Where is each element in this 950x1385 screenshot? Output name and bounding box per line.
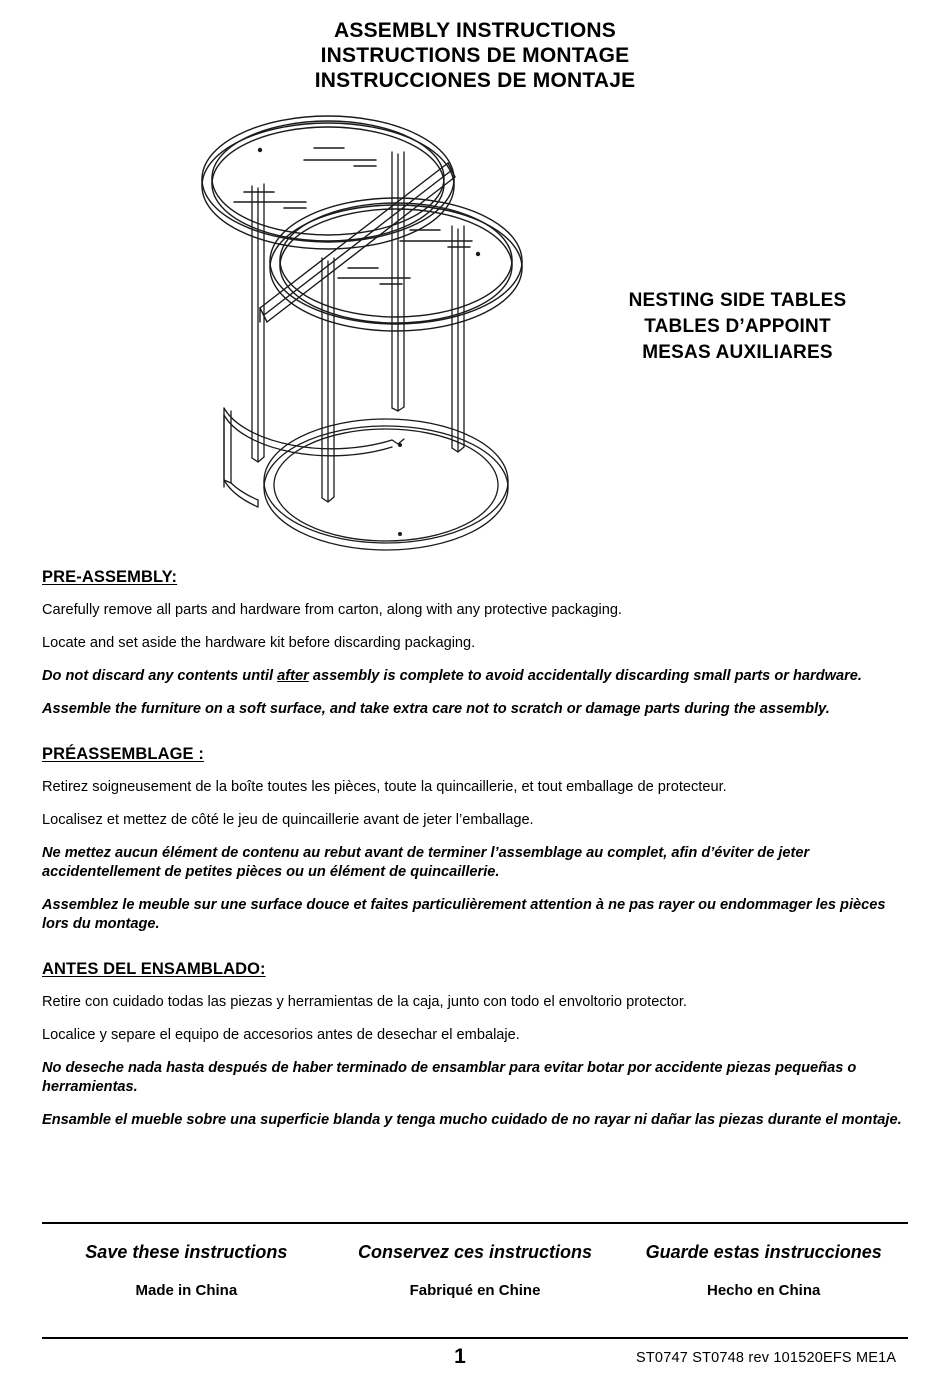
- page-number: 1: [454, 1345, 466, 1368]
- paragraph-es-2: Localice y separe el equipo de accesorios antes de desechar el embalaje.: [42, 1027, 520, 1043]
- paragraph-en-3-before: Do not discard any contents until: [42, 668, 278, 684]
- save-text-french: Conservez ces instructions: [357, 1242, 593, 1262]
- section-heading-french: PRÉASSEMBLAGE :: [42, 745, 204, 763]
- tall-table-top: [202, 116, 454, 249]
- title-line-spanish: INSTRUCCIONES DE MONTAJE: [314, 69, 636, 92]
- save-text-english: Save these instructions: [85, 1242, 288, 1262]
- save-column-french: [331, 1240, 620, 1302]
- title-line-english: ASSEMBLY INSTRUCTIONS: [334, 19, 616, 42]
- made-in-spanish: Hecho en China: [707, 1282, 821, 1299]
- nesting-connector-arm: [260, 163, 455, 322]
- section-pre-assembly-french: [42, 745, 908, 934]
- divider-above-save-row: [42, 1222, 908, 1224]
- tall-table-base-ring: [224, 408, 404, 507]
- save-text-spanish: Guarde estas instrucciones: [645, 1242, 882, 1262]
- title-line-french: INSTRUCTIONS DE MONTAGE: [320, 44, 630, 67]
- paragraph-fr-1: Retirez soigneusement de la boîte toutes les pièces, toute la quincaillerie, et tout emballage de protecteur.: [42, 779, 727, 795]
- paragraph-en-4: Assemble the furniture on a soft surface, and take extra care not to scratch or damage parts during the assembly.: [42, 701, 830, 717]
- document-header: [0, 18, 950, 93]
- paragraph-fr-2: Localisez et mettez de côté le jeu de quincaillerie avant de jeter l’emballage.: [42, 812, 534, 828]
- section-pre-assembly-english: [42, 568, 908, 719]
- product-name-french: TABLES D’APPOINT: [644, 316, 831, 337]
- save-column-spanish: [619, 1240, 908, 1302]
- divider-above-footer: [42, 1337, 908, 1339]
- nesting-side-tables-drawing: [196, 108, 546, 568]
- section-pre-assembly-spanish: [42, 960, 908, 1130]
- paragraph-es-1: Retire con cuidado todas las piezas y herramientas de la caja, junto con todo el envoltorio protector.: [42, 994, 687, 1010]
- paragraph-es-3: No deseche nada hasta después de haber terminado de ensamblar para evitar botar por accidente piezas pequeñas o herramientas.: [42, 1060, 857, 1095]
- paragraph-en-3-underlined: after: [277, 668, 309, 684]
- product-name-english: NESTING SIDE TABLES: [628, 290, 847, 311]
- paragraph-fr-4: Assemblez le meuble sur une surface douce et faites particulièrement attention à ne pas rayer ou endommager les pièces lors du montage.: [42, 897, 886, 932]
- paragraph-en-1: Carefully remove all parts and hardware from carton, along with any protective packaging.: [42, 602, 622, 618]
- paragraph-es-4: Ensamble el mueble sobre una superficie blanda y tenga mucho cuidado de no rayar ni dañar las piezas durante el montaje.: [42, 1112, 902, 1128]
- section-heading-english: PRE-ASSEMBLY:: [42, 568, 178, 586]
- paragraph-fr-3: Ne mettez aucun élément de contenu au rebut avant de terminer l’assemblage au complet, afin d’éviter de jeter accidentellement de petites pièces ou un élément de quincaillerie.: [42, 845, 810, 880]
- paragraph-en-3-after: assembly is complete to avoid accidentally discarding small parts or hardware.: [308, 668, 862, 684]
- instruction-sections: [42, 568, 908, 1130]
- product-name-spanish: MESAS AUXILIARES: [642, 342, 833, 363]
- product-name-block: [560, 288, 915, 366]
- document-code: ST0747 ST0748 rev 101520EFS ME1A: [636, 1350, 897, 1366]
- short-table-base-ring: [264, 419, 508, 550]
- save-column-english: [42, 1240, 331, 1302]
- paragraph-en-2: Locate and set aside the hardware kit before discarding packaging.: [42, 635, 476, 651]
- section-heading-spanish: ANTES DEL ENSAMBLADO:: [42, 960, 266, 978]
- save-instructions-row: [42, 1240, 908, 1302]
- paragraph-en-3: [42, 667, 908, 686]
- short-table-top: [270, 198, 522, 331]
- product-illustration: [196, 108, 546, 568]
- made-in-english: Made in China: [135, 1282, 238, 1299]
- short-table-legs: [322, 226, 464, 502]
- made-in-french: Fabriqué en Chine: [409, 1282, 541, 1299]
